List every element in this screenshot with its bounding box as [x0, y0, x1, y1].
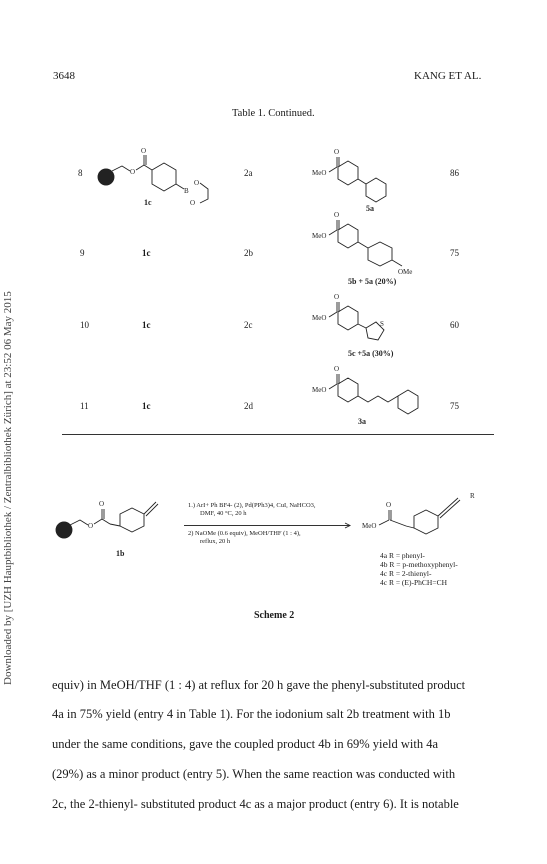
body-line-4: (29%) as a minor product (entry 5). When the same reaction was conducted with — [52, 767, 456, 781]
svg-text:MeO: MeO — [312, 386, 327, 394]
table-salt-2c: 2c — [244, 320, 253, 330]
svg-text:O: O — [334, 148, 340, 156]
svg-text:O: O — [334, 293, 340, 301]
condition-line-3: 2) NaOMe (0.6 equiv), MeOH/THF (1 : 4), — [188, 530, 301, 537]
table-entry-9: 9 — [80, 248, 85, 258]
svg-text:MeO: MeO — [312, 314, 327, 322]
table-substrate-1c-3: 1c — [142, 401, 151, 411]
product-3a-label: 3a — [358, 417, 366, 426]
svg-text:O: O — [334, 211, 340, 219]
condition-line-4: reflux, 20 h — [200, 538, 231, 545]
table-yield-75-b: 75 — [450, 401, 459, 411]
scheme-title: Scheme 2 — [254, 610, 295, 621]
product-5a-structure — [312, 145, 422, 215]
reaction-arrow — [184, 525, 350, 526]
table-substrate-1c: 1c — [142, 248, 151, 258]
svg-text:B: B — [184, 187, 189, 195]
r-group-4c-alkenyl: 4c R = (E)-PhCH=CH — [380, 578, 447, 587]
svg-text:MeO: MeO — [312, 169, 327, 177]
product-3a-structure — [312, 362, 442, 432]
svg-text:O: O — [334, 365, 340, 373]
body-line-3: under the same conditions, gave the coupled product 4b in 69% yield with 4a — [52, 737, 439, 751]
svg-text:1c: 1c — [144, 198, 152, 207]
product-5c-structure — [312, 290, 422, 360]
substrate-1c-structure — [92, 133, 222, 213]
table-entry-11: 11 — [80, 401, 89, 411]
table-salt-2d: 2d — [244, 401, 253, 411]
body-line-1: equiv) in MeOH/THF (1 : 4) at reflux for 20 h gave the phenyl-substituted product — [52, 678, 466, 692]
svg-text:O: O — [141, 147, 147, 155]
r-group-4a: 4a R = phenyl- — [380, 551, 425, 560]
svg-text:O: O — [194, 179, 200, 187]
table-entry-8: 8 — [78, 168, 83, 178]
product-5b-structure — [312, 208, 442, 292]
svg-text:O: O — [99, 500, 105, 508]
svg-text:O: O — [88, 522, 94, 530]
svg-text:O: O — [386, 501, 392, 509]
running-head: KANG ET AL. — [414, 70, 482, 82]
table-salt-2a: 2a — [244, 168, 253, 178]
product-5c-label: 5c +5a (30%) — [348, 349, 394, 358]
product-r-label: R — [470, 492, 475, 500]
product-5a-label: 5a — [366, 204, 374, 213]
table-bottom-rule — [62, 434, 494, 435]
product-4-structure — [362, 484, 492, 554]
svg-text:MeO: MeO — [312, 232, 327, 240]
condition-line-1: 1.) ArI+ Ph BF4- (2), Pd(PPh3)4, CuI, NaHCO3, — [188, 502, 316, 509]
scheme-1b-label: 1b — [116, 549, 125, 558]
table-yield-75: 75 — [450, 248, 459, 258]
body-line-2: 4a in 75% yield (entry 4 in Table 1). For the iodonium salt 2b treatment with 1b — [52, 707, 451, 721]
product-5b-label: 5b + 5a (20%) — [348, 277, 397, 286]
svg-text:MeO: MeO — [362, 522, 377, 530]
arrow-head — [344, 522, 352, 530]
table-yield-60: 60 — [450, 320, 459, 330]
table-substrate-1c-2: 1c — [142, 320, 151, 330]
page-number: 3648 — [53, 70, 75, 82]
body-line-5: 2c, the 2-thienyl- substituted product 4c as a major product (entry 6). It is notable — [52, 797, 459, 811]
table-entry-10: 10 — [80, 320, 89, 330]
starting-material-1b-structure — [52, 470, 172, 560]
table-salt-2b: 2b — [244, 248, 253, 258]
svg-text:O: O — [130, 168, 136, 176]
svg-text:OMe: OMe — [398, 268, 413, 276]
r-group-4c: 4c R = 2-thienyl- — [380, 569, 432, 578]
condition-line-2: DMF, 40 °C, 20 h — [200, 510, 247, 517]
table-caption: Table 1. Continued. — [232, 108, 315, 119]
svg-text:S: S — [380, 320, 384, 328]
r-group-4b: 4b R = p-methoxyphenyl- — [380, 560, 458, 569]
table-yield-86: 86 — [450, 168, 459, 178]
svg-text:O: O — [190, 199, 196, 207]
download-notice: Downloaded by [UZH Hauptbibliothek / Zentralbibliothek Zürich] at 23:52 06 May 2015 — [2, 291, 14, 685]
